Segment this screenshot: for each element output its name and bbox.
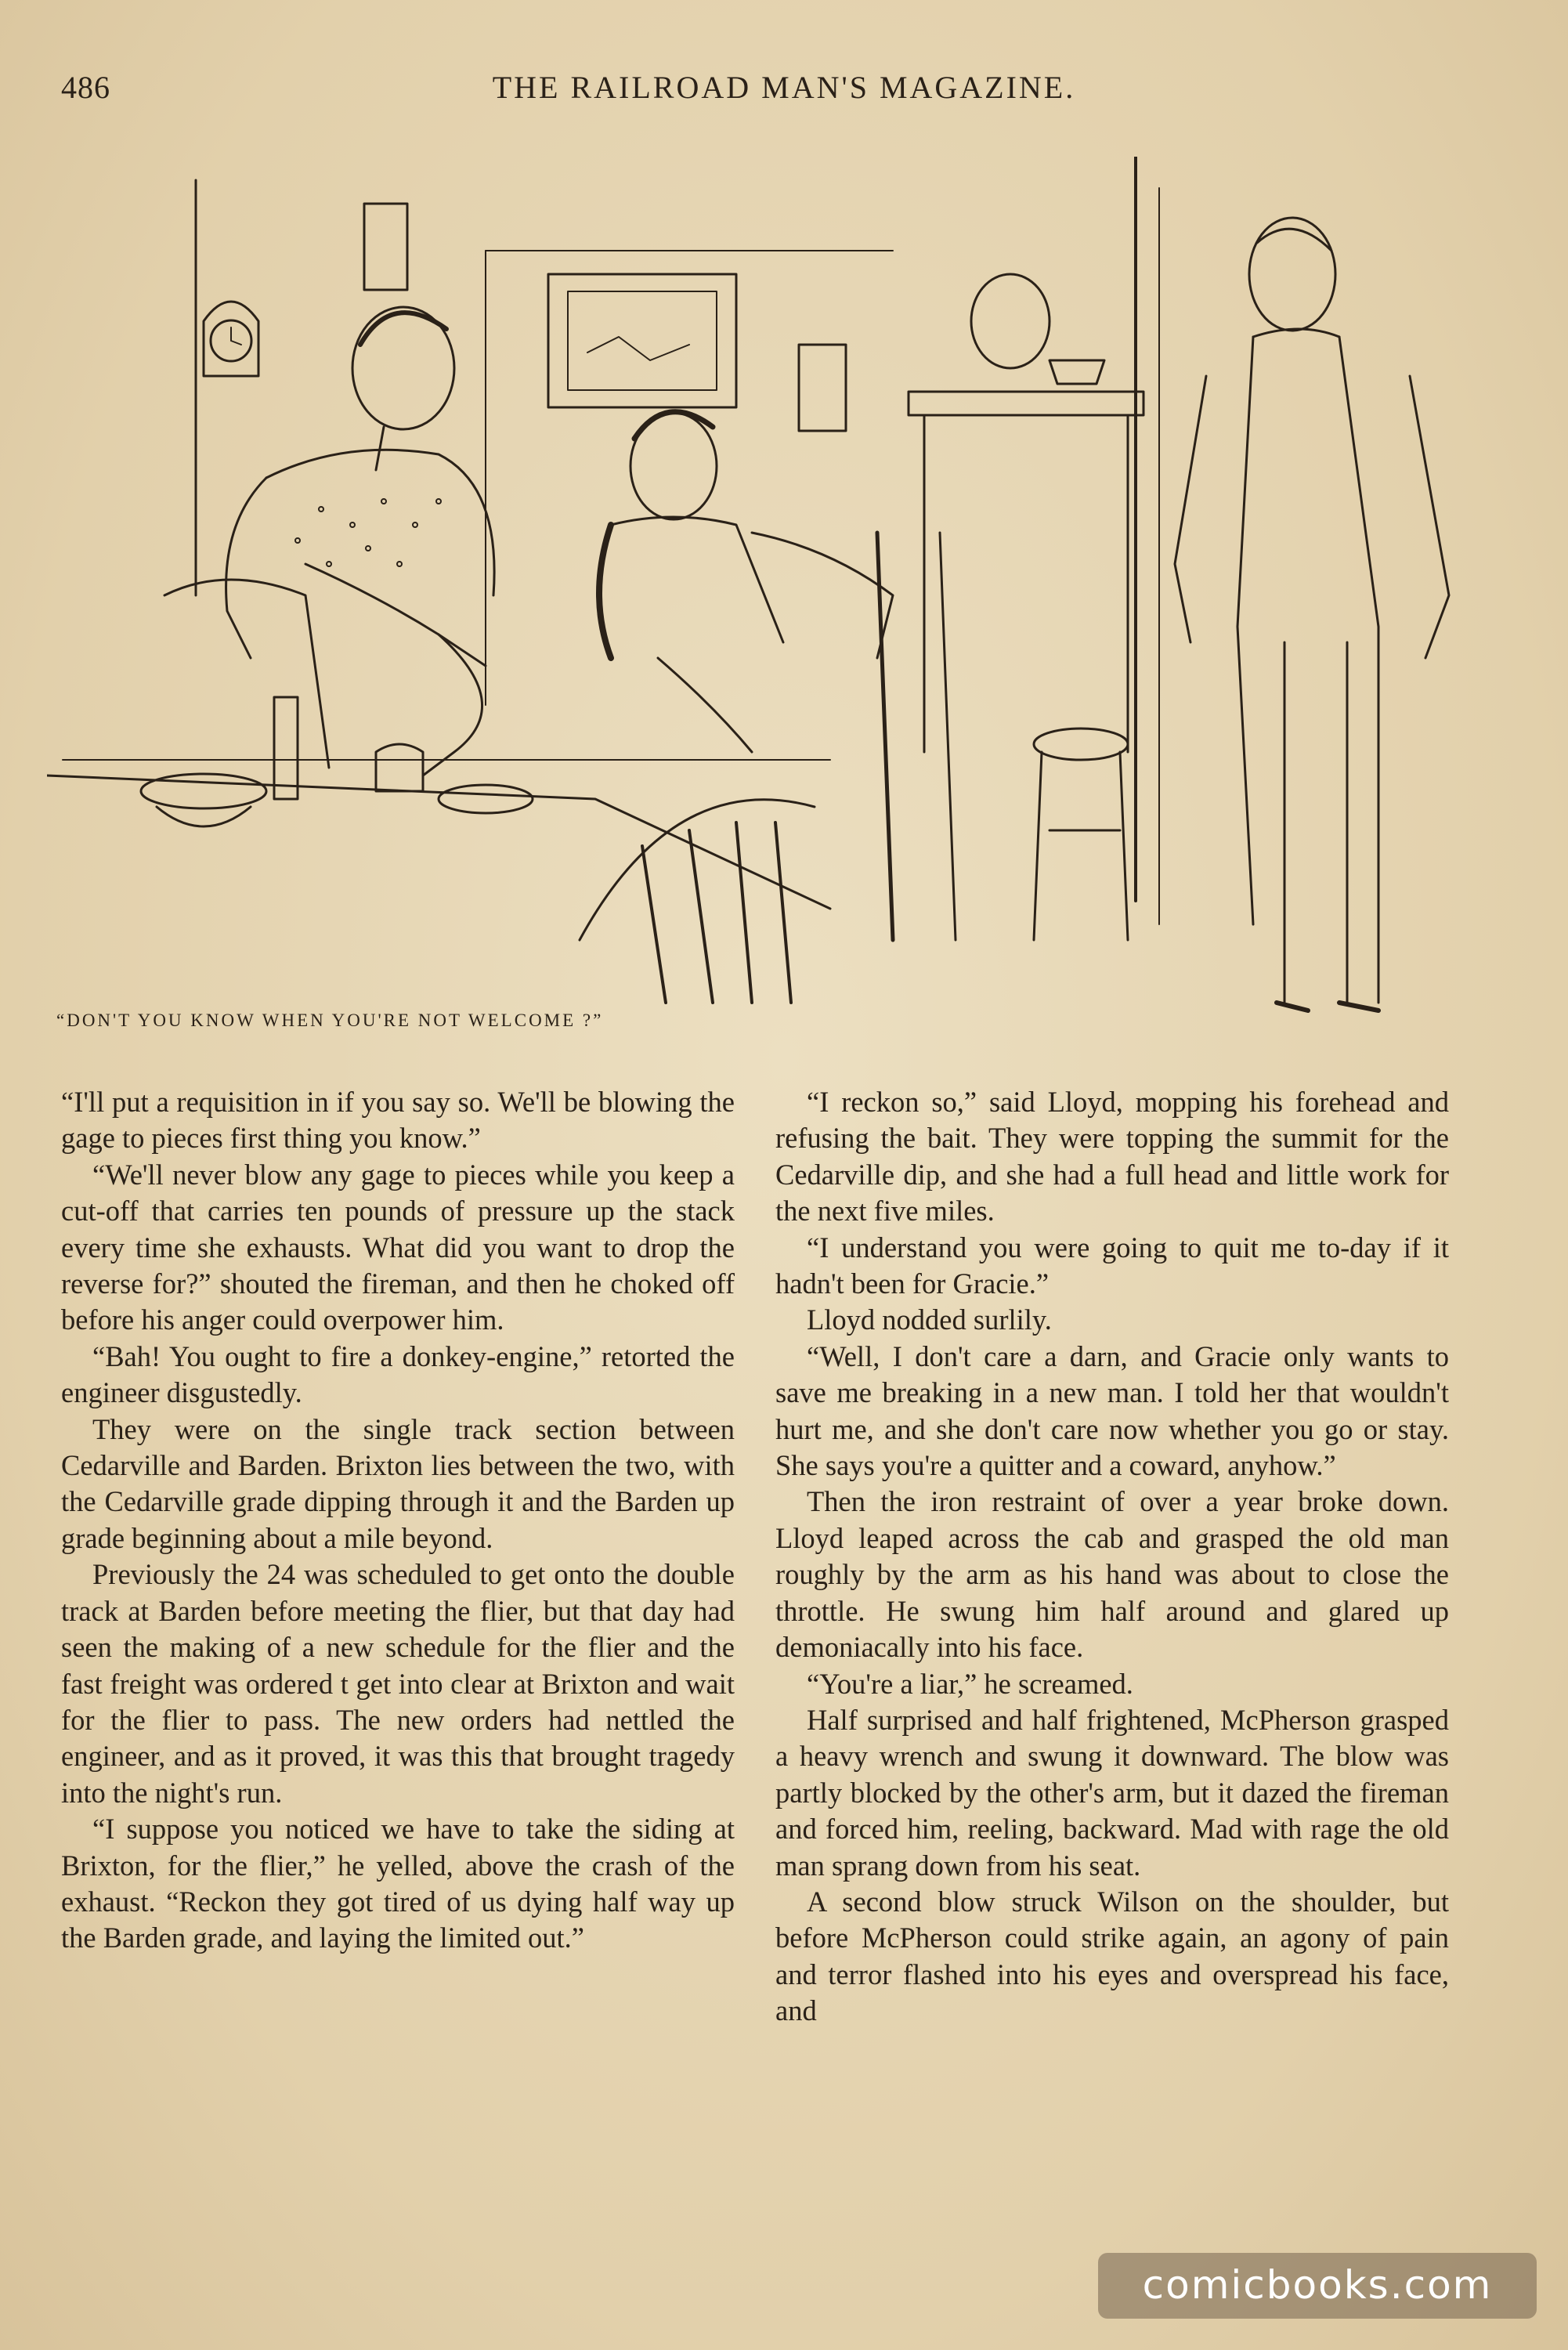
- watermark-text: comicbooks.com: [1142, 2262, 1493, 2308]
- paragraph: Previously the 24 was scheduled to get onto the double track at Barden before meeting the flier, but that day had seen the making of a new schedule for the flier and the fast freight was ordered t get into clear at Brixton and wait for the flier to pass. The new orders had nettled the engineer, and as it proved, it was this that brought tragedy into the night's run.: [61, 1558, 735, 1809]
- paragraph: “We'll never blow any gage to pieces while you keep a cut-off that carries ten pounds of pressure up the stack every time she exhausts. What did you want to drop the reverse for?” shouted the fireman, and then he choked off before his anger could overpower him.: [61, 1158, 735, 1336]
- story-illustration: [47, 157, 1457, 1034]
- stool: [1034, 728, 1128, 940]
- wall-frame-right: [799, 345, 846, 431]
- paragraph: “Bah! You ought to fire a donkey-engine,” retorted the engineer disgustedly.: [61, 1340, 735, 1409]
- source-watermark: [1098, 2253, 1537, 2319]
- text-column-left: [61, 1084, 735, 1957]
- text-column-right: [775, 1084, 1449, 2030]
- paragraph: “Well, I don't care a darn, and Gracie only wants to save me breaking in a new man. I told her that wouldn't hurt me, and she don't care now whether you go or stay. She says you're a quitter and a coward, anyhow.”: [775, 1340, 1449, 1482]
- paragraph: Then the iron restraint of over a year broke down. Lloyd leaped across the cab and grasped the old man roughly by the arm as his hand was about to close the throttle. He swung him half around and glared up demoniacally into his face.: [775, 1485, 1449, 1664]
- wall-frame-small: [364, 204, 407, 290]
- paragraph: “I'll put a requisition in if you say so. We'll be blowing the gage to pieces first thing you know.”: [61, 1086, 735, 1155]
- page-number: 486: [61, 70, 110, 105]
- standing-old-man-figure: [1175, 218, 1449, 1010]
- mantel-shelf: [909, 274, 1143, 752]
- seated-man-figure: [599, 412, 893, 752]
- page-header: [61, 69, 1507, 116]
- paragraph: Lloyd nodded surlily.: [807, 1303, 1052, 1336]
- mantel-clock: [204, 302, 258, 376]
- paragraph: “I understand you were going to quit me to-day if it hadn't been for Gracie.”: [775, 1231, 1449, 1300]
- room-walls: [63, 157, 1159, 924]
- wall-picture: [548, 274, 736, 407]
- woman-figure: [164, 307, 494, 776]
- paragraph: “You're a liar,” he screamed.: [807, 1667, 1133, 1700]
- running-title: THE RAILROAD MAN'S MAGAZINE.: [492, 70, 1076, 105]
- paragraph: A second blow struck Wilson on the shoulder, but before McPherson could strike again, an agony of pain and terror flashed into his eyes and overspread his face, and: [775, 1885, 1449, 2027]
- paragraph: They were on the single track section between Cedarville and Barden. Brixton lies between the two, with the Cedarville grade dipping through it and the Barden up grade beginning about a mile beyond.: [61, 1412, 735, 1554]
- illustration-caption: “DON'T YOU KNOW WHEN YOU'RE NOT WELCOME ?”: [56, 1010, 604, 1030]
- table-with-dishes: [47, 697, 830, 909]
- paragraph: “I suppose you noticed we have to take the siding at Brixton, for the flier,” he yelled, above the crash of the exhaust. “Reckon they got tired of us dying half way up the Barden grade, and laying the limited out.”: [61, 1813, 735, 1954]
- paragraph: “I reckon so,” said Lloyd, mopping his forehead and refusing the bait. They were topping the summit for the Cedarville dip, and she had a full head and little work for the next five miles.: [775, 1086, 1449, 1227]
- paragraph: Half surprised and half frightened, McPherson grasped a heavy wrench and swung it downward. The blow was partly blocked by the other's arm, but it dazed the fireman and forced him, reeling, backward. Mad with rage the old man sprang down from his seat.: [775, 1703, 1449, 1882]
